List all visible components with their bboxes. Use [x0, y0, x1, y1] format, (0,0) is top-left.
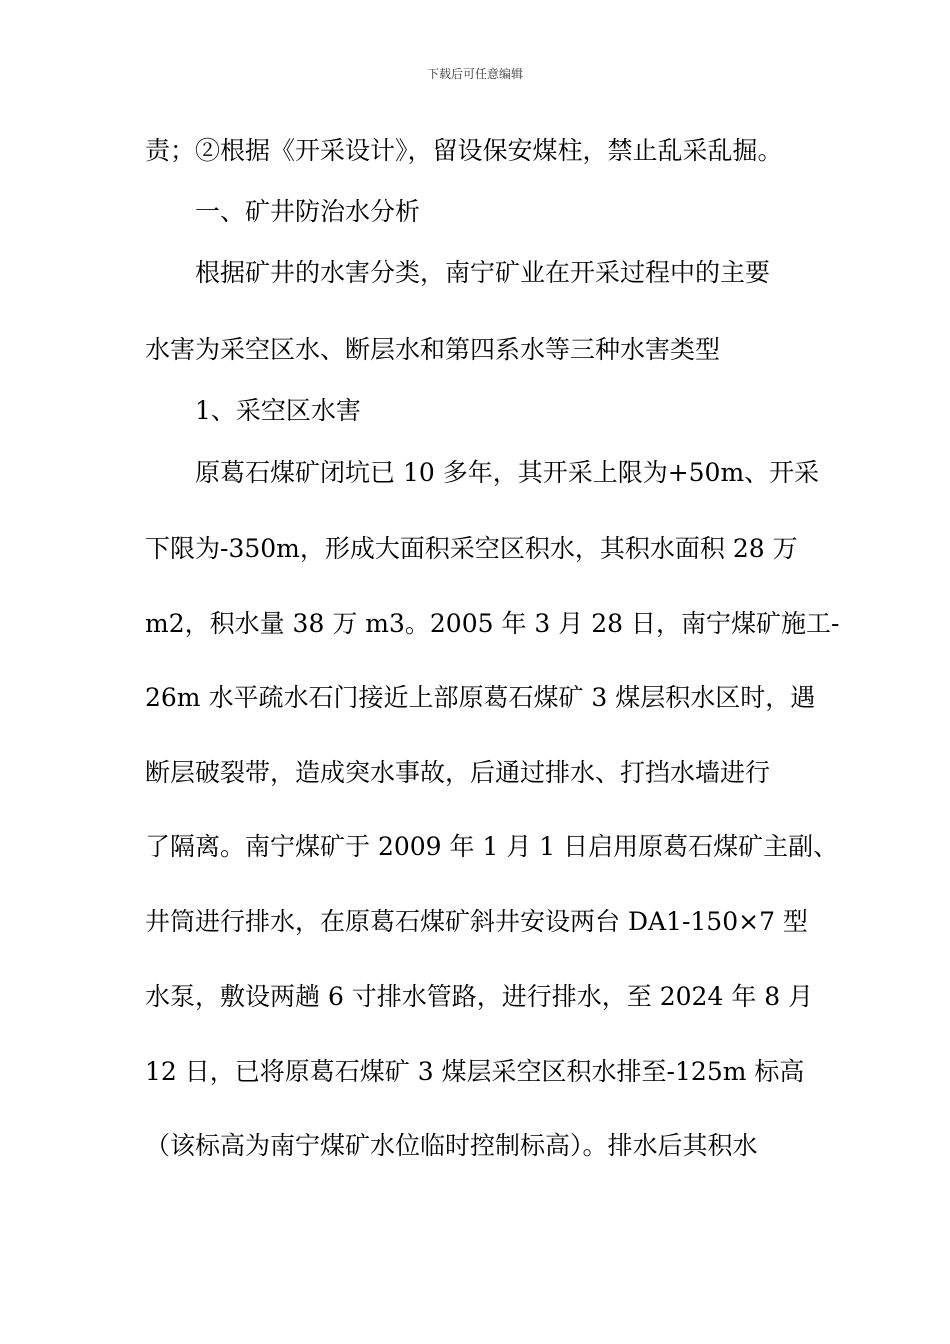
section-heading: 一、矿井防治水分析	[195, 197, 421, 226]
text-line: 原葛石煤矿闭坑已 10 多年，其开采上限为+50m、开采	[195, 458, 820, 487]
text-line: m2，积水量 38 万 m3。2005 年 3 月 28 日，南宁煤矿施工-	[145, 609, 840, 638]
text-line: 断层破裂带，造成突水事故，后通过排水、打挡水墙进行	[145, 758, 771, 787]
text-line: 水泵，敷设两趟 6 寸排水管路，进行排水，至 2024 年 8 月	[145, 982, 814, 1011]
subsection-heading: 1、采空区水害	[195, 396, 361, 425]
text-line: （该标高为南宁煤矿水位临时控制标高）。排水后其积水	[145, 1131, 758, 1160]
text-line: 水害为采空区水、断层水和第四系水等三种水害类型	[145, 335, 721, 364]
text-line: 了隔离。南宁煤矿于 2009 年 1 月 1 日启用原葛石煤矿主副、	[145, 832, 839, 861]
text-line: 井筒进行排水，在原葛石煤矿斜井安设两台 DA1-150×7 型	[145, 907, 808, 936]
text-line: 下限为-350m，形成大面积采空区积水，其积水面积 28 万	[145, 534, 798, 563]
text-line: 根据矿井的水害分类，南宁矿业在开采过程中的主要	[195, 258, 771, 287]
text-line: 12 日，已将原葛石煤矿 3 煤层采空区积水排至-125m 标高	[145, 1057, 805, 1086]
page-header: 下载后可任意编辑	[426, 67, 523, 81]
text-line: 责；②根据《开采设计》，留设保安煤柱，禁止乱采乱掘。	[145, 136, 783, 165]
text-line: 26m 水平疏水石门接近上部原葛石煤矿 3 煤层积水区时，遇	[145, 683, 816, 712]
